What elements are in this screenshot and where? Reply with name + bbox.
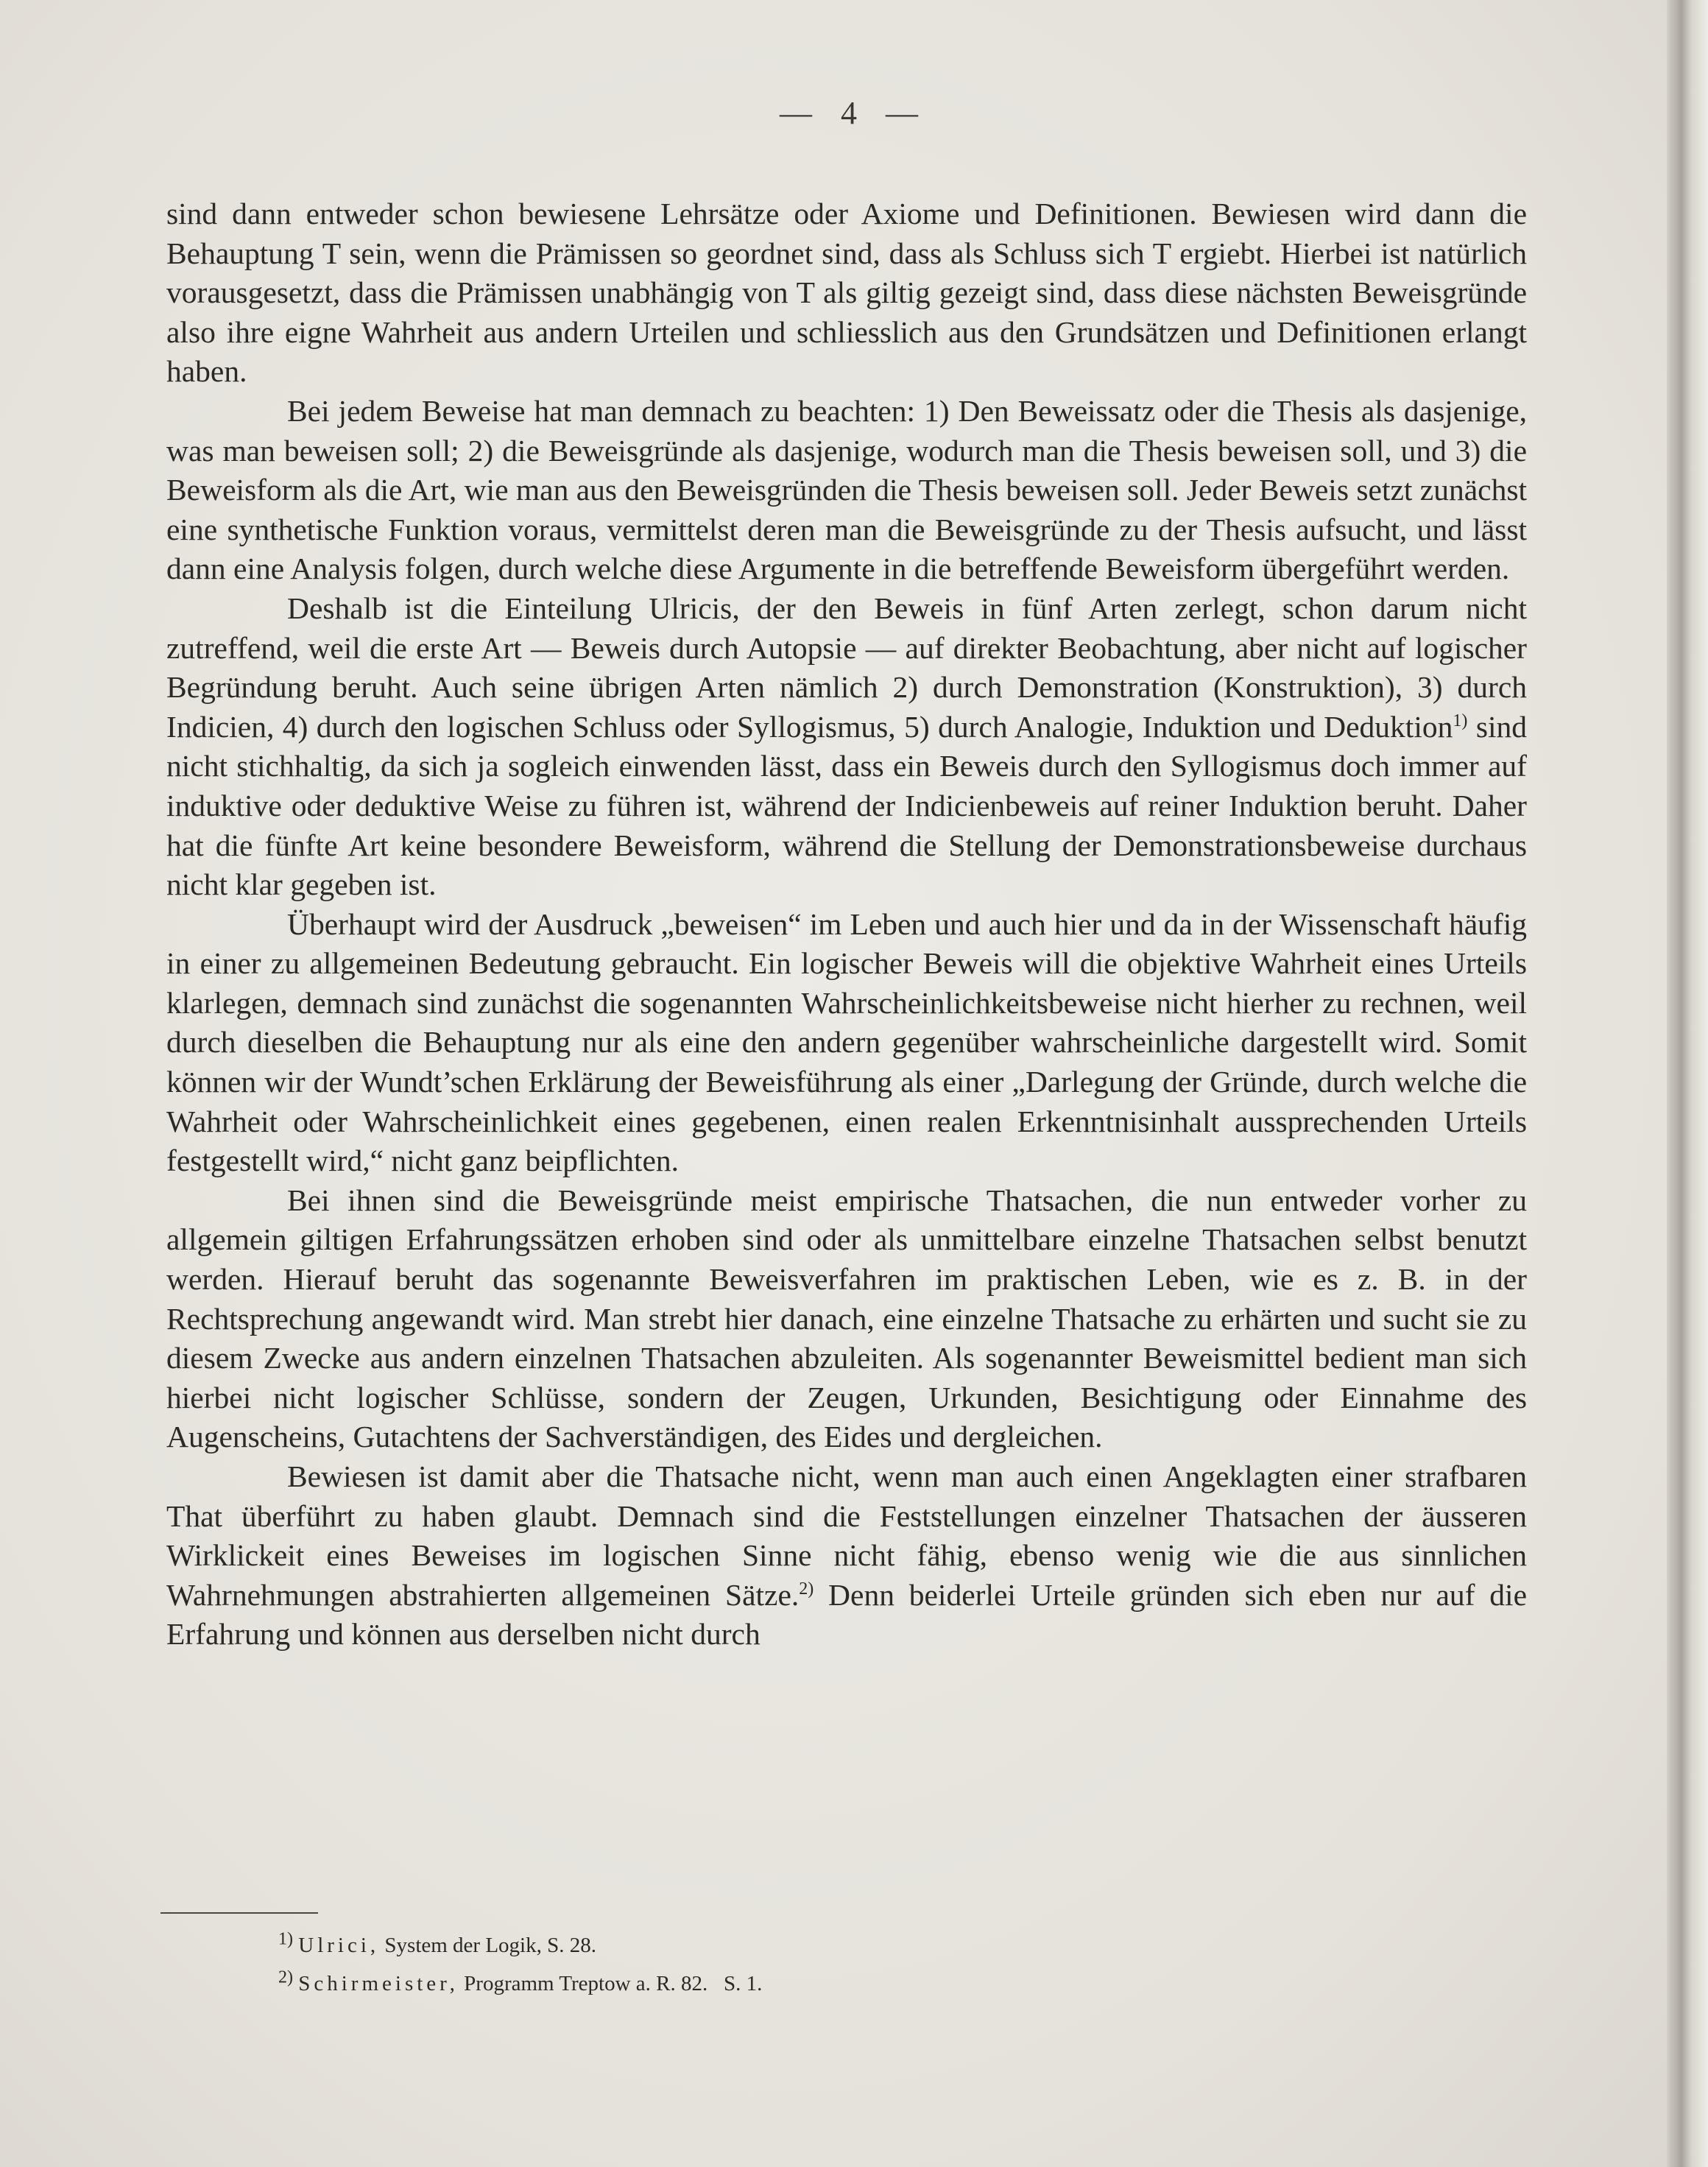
paragraph-text: Bei jedem Beweise hat man demnach zu beachten: 1) Den Beweissatz oder die Thesis als dasjenige, was man beweisen soll; 2) die Beweisgründe als dasjenige, wodurch man die Thesis beweisen soll, und 3) die Beweisform als die Art, wie man aus den Beweisgründen die Thesis beweisen soll. Jeder Beweis setzt zunächst eine synthetische Funktion voraus, vermittelst deren man die Beweisgründe zu der Thesis aufsucht, und lässt dann eine Analysis folgen, durch welche diese Argumente in die betreffende Beweisform übergeführt werden. [166, 393, 1527, 586]
footnote-mark: 1) [278, 1929, 293, 1949]
footnote-divider [160, 1912, 318, 1914]
paragraph [166, 392, 1527, 589]
paragraph-text: Bewiesen ist damit aber die Thatsache nicht, wenn man auch einen Angeklagten einer strafbaren That überführt zu haben glaubt. Demnach sind die Feststellungen einzelner Thatsachen der äusseren Wirklickeit eines Beweises im logischen Sinne nicht fähig, ebenso wenig wie die aus sinnlichen Wahrnehmungen abstrahierten allgemeinen Sätze. [166, 1459, 1527, 1612]
paragraph-text: Überhaupt wird der Ausdruck „beweisen“ im Leben und auch hier und da in der Wissenschaft häufig in einer zu allgemeinen Bedeutung gebraucht. Ein logischer Beweis will die objektive Wahrheit eines Urteils klarlegen, demnach sind zunächst die sogenannten Wahrscheinlichkeitsbeweise nicht hierher zu rechnen, weil durch dieselben die Behauptung nur als eine den andern gegenüber wahrscheinliche dargestellt wird. Somit können wir der Wundt’schen Erklärung der Beweisführung als einer „Darlegung der Gründe, durch welche die Wahrheit oder Wahrscheinlichkeit eines gegebenen, einen realen Erkenntnisinhalt aussprechenden Urteils festgestellt wird,“ nicht ganz beipflichten. [166, 906, 1527, 1178]
footnote [278, 1965, 1383, 2003]
paragraph [166, 905, 1527, 1181]
paragraph [166, 1181, 1527, 1457]
paragraph-text: Denn beiderlei Urteile gründen sich eben nur auf die Erfahrung und können aus derselben nicht durch [166, 1577, 1528, 1652]
paragraph [166, 194, 1527, 392]
footnote-reference: 2) [799, 1579, 814, 1599]
footnote [278, 1926, 1383, 1965]
paragraph-text: Deshalb ist die Einteilung Ulricis, der den Beweis in fünf Arten zerlegt, schon darum nicht zutreffend, weil die erste Art — Beweis durch Autopsie — auf direkter Beobachtung, aber nicht auf logischer Begründung beruht. Auch seine übrigen Arten nämlich 2) durch Demonstration (Konstruktion), 3) durch Indicien, 4) durch den logischen Schluss oder Syllogismus, 5) durch Analogie, Induktion und Deduktion [166, 591, 1527, 744]
footnote-author: Ulrici, [298, 1934, 380, 1957]
page-number: — 4 — [780, 95, 928, 131]
footnote-text: Programm Treptow a. R. 82. S. 1. [458, 1972, 763, 1995]
page-binding-edge [1667, 0, 1708, 2167]
paragraph [166, 1457, 1527, 1655]
footnote-reference: 1) [1453, 711, 1468, 730]
footnotes [278, 1926, 1383, 2003]
paragraph [166, 589, 1527, 905]
paragraph-text: sind nicht stichhaltig, da sich ja sogleich einwenden lässt, dass ein Beweis durch den Syllogismus doch immer auf induktive oder deduktive Weise zu führen ist, während der Indicienbeweis auf reiner Induktion beruht. Daher hat die fünfte Art keine besondere Beweisform, während die Stellung der Demonstrationsbeweise durchaus nicht klar gegeben ist. [166, 709, 1527, 902]
paragraph-text: sind dann entweder schon bewiesene Lehrsätze oder Axiome und Definitionen. Bewiesen wird dann die Behauptung T sein, wenn die Prämissen so geordnet sind, dass als Schluss sich T ergiebt. Hierbei ist natürlich vorausgesetzt, dass die Prämissen unabhängig von T als giltig gezeigt sind, dass diese nächsten Beweisgründe also ihre eigne Wahrheit aus andern Urteilen und schliesslich aus den Grundsätzen und Definitionen erlangt haben. [166, 197, 1527, 389]
body-text [166, 194, 1527, 1655]
footnote-text: System der Logik, S. 28. [379, 1934, 596, 1957]
footnote-mark: 2) [278, 1967, 293, 1987]
footnote-author: Schirmeister, [298, 1972, 459, 1995]
paragraph-text: Bei ihnen sind die Beweisgründe meist empirische Thatsachen, die nun entweder vorher zu allgemein giltigen Erfahrungssätzen erhoben sind oder als unmittelbare einzelne Thatsachen selbst benutzt werden. Hierauf beruht das sogenannte Beweisverfahren im praktischen Leben, wie es z. B. in der Rechtsprechung angewandt wird. Man strebt hier danach, eine einzelne Thatsache zu erhärten und sucht sie zu diesem Zwecke aus andern einzelnen Thatsachen abzuleiten. Als sogenannter Beweismittel bedient man sich hierbei nicht logischer Schlüsse, sondern der Zeugen, Urkunden, Besichtigung oder Einnahme des Augenscheins, Gutachtens der Sachverständigen, des Eides und dergleichen. [166, 1183, 1527, 1454]
